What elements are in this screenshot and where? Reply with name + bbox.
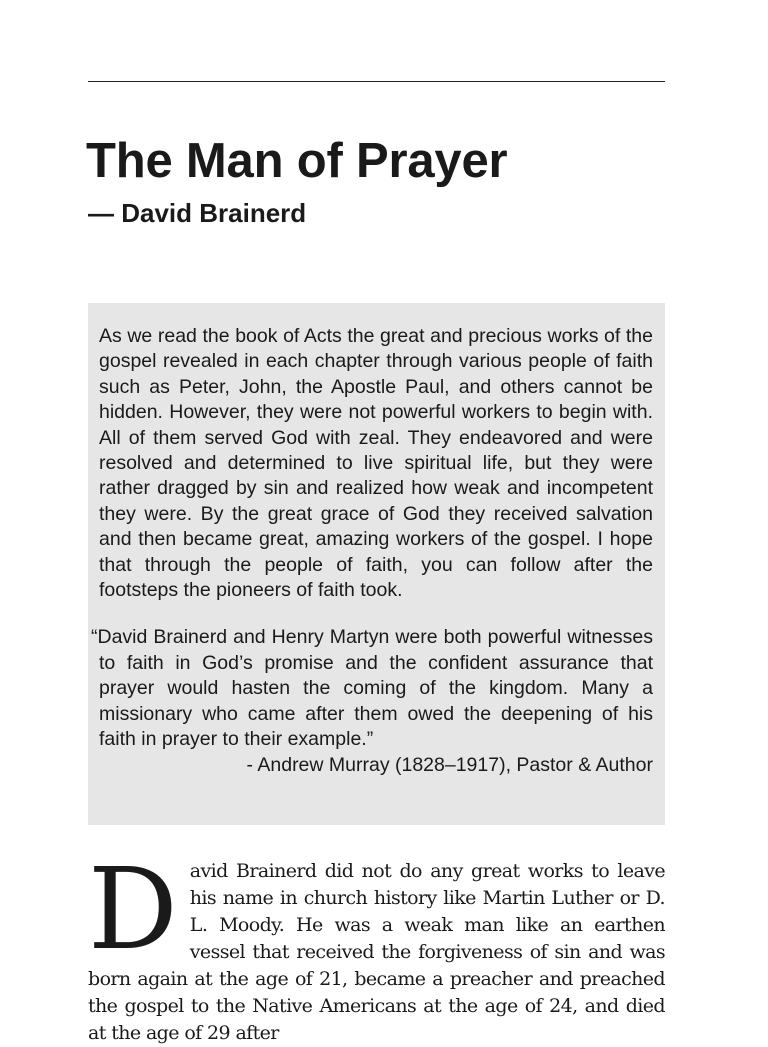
page-title: The Man of Prayer <box>86 134 508 188</box>
quote-text: “David Brainerd and Henry Martyn were both powerful witnesses to faith in God’s promise and the confident assurance that prayer would hasten the coming of the kingdom. Many a missionary who came after them owed the deepening of his faith in prayer to their example.” <box>91 626 653 751</box>
quote-attribution: - Andrew Murray (1828–1917), Pastor & Author <box>246 753 653 776</box>
intro-box <box>88 303 665 825</box>
intro-paragraph: As we read the book of Acts the great and precious works of the gospel revealed in each chapter through various people of faith such as Peter, John, the Apostle Paul, and others cannot be hidden. However, they were not powerful workers to begin with. All of them served God with zeal. They endeavored and were resolved and determined to live spiritual life, but they were rather dragged by sin and realized how weak and incompetent they were. By the great grace of God they received salvation and then became great, amazing workers of the gospel. I hope that through the people of faith, you can follow after the footsteps the pioneers of faith took. <box>99 325 653 602</box>
body-paragraph: avid Brainerd did not do any great works to leave his name in church history like Martin Luther or D. L. Moody. He was a weak man like an earthen vessel that received the forgiveness of sin and was born again at the age of 21, became a preacher and preached the gospel to the Native Americans at the age of 24, and died at the age of 29 after <box>88 860 665 1044</box>
page-subtitle: — David Brainerd <box>88 198 307 228</box>
top-rule <box>88 81 665 82</box>
body-text <box>88 845 665 1047</box>
drop-cap: D <box>88 845 178 975</box>
